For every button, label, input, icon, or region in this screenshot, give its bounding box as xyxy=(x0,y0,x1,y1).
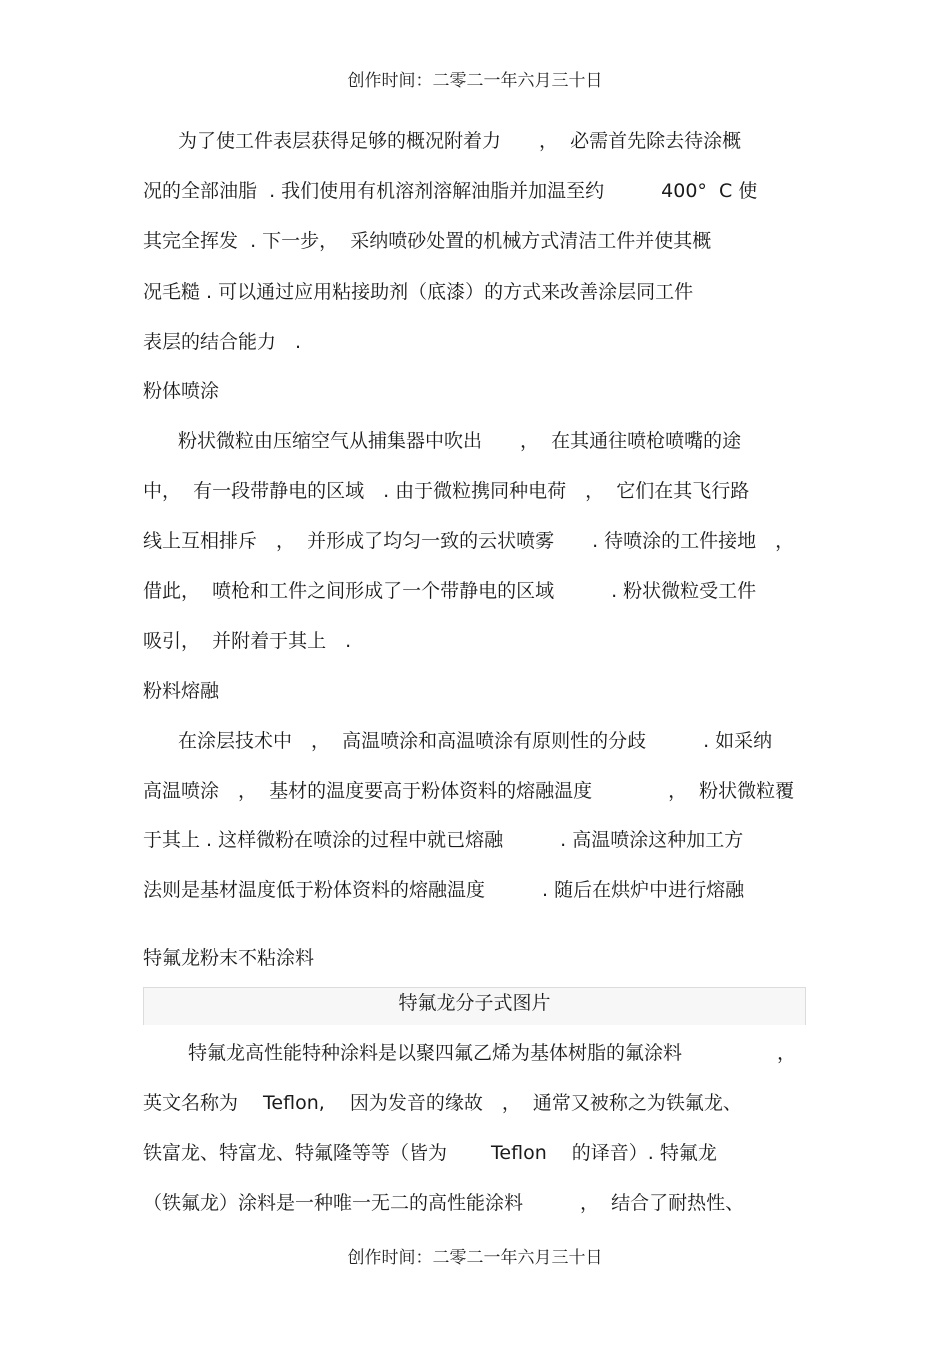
paragraph-line: 表层的结合能力 . xyxy=(143,331,302,353)
paragraph-line: 在涂层技术中 ， 高温喷涂和高温喷涂有原则性的分歧 . 如采纳 xyxy=(178,730,773,752)
image-caption: 特氟龙分子式图片 xyxy=(143,987,806,1025)
paragraph-line: 吸引， 并附着于其上 . xyxy=(143,630,352,652)
section-heading: 粉料熔融 xyxy=(143,680,220,702)
section-heading: 特氟龙粉末不粘涂料 xyxy=(143,947,315,969)
page-footer: 创作时间：二零二一年六月三十日 xyxy=(347,1248,603,1268)
paragraph-line: 粉状微粒由压缩空气从捕集器中吹出 ， 在其通往喷枪喷嘴的途 xyxy=(178,430,742,452)
paragraph-line: 铁富龙、特富龙、特氟隆等等（皆为 Teflon 的译音）. 特氟龙 xyxy=(143,1142,717,1164)
paragraph-line: 高温喷涂 ， 基材的温度要高于粉体资料的熔融温度 ， 粉状微粒覆 xyxy=(143,780,795,802)
paragraph-line: 为了使工件表层获得足够的概况附着力 ， 必需首先除去待涂概 xyxy=(178,130,742,152)
paragraph-line: 其完全挥发 . 下一步， 采纳喷砂处置的机械方式清洁工件并使其概 xyxy=(143,230,712,252)
paragraph-line: （铁氟龙）涂料是一种唯一无二的高性能涂料 ， 结合了耐热性、 xyxy=(143,1192,745,1214)
paragraph-line: 特氟龙高性能特种涂料是以聚四氟乙烯为基体树脂的氟涂料 ， xyxy=(188,1042,797,1064)
section-heading: 粉体喷涂 xyxy=(143,380,220,402)
paragraph-line: 借此， 喷枪和工件之间形成了一个带静电的区域 . 粉状微粒受工件 xyxy=(143,580,757,602)
paragraph-line: 法则是基材温度低于粉体资料的熔融温度 . 随后在烘炉中进行熔融 xyxy=(143,879,745,901)
paragraph-line: 况毛糙 . 可以通过应用粘接助剂（底漆）的方式来改善涂层同工件 xyxy=(143,281,694,303)
paragraph-line: 于其上 . 这样微粉在喷涂的过程中就已熔融 . 高温喷涂这种加工方 xyxy=(143,829,744,851)
paragraph-line: 线上互相排斥 ， 并形成了均匀一致的云状喷雾 . 待喷涂的工件接地 ， xyxy=(143,530,795,552)
page-header: 创作时间：二零二一年六月三十日 xyxy=(347,71,603,91)
paragraph-line: 英文名称为 Teflon, 因为发音的缘故 ， 通常又被称之为铁氟龙、 xyxy=(143,1092,742,1114)
paragraph-line: 中， 有一段带静电的区域 . 由于微粒携同种电荷 ， 它们在其飞行路 xyxy=(143,480,750,502)
paragraph-line: 况的全部油脂 . 我们使用有机溶剂溶解油脂并加温至约 400° C 使 xyxy=(143,180,758,202)
